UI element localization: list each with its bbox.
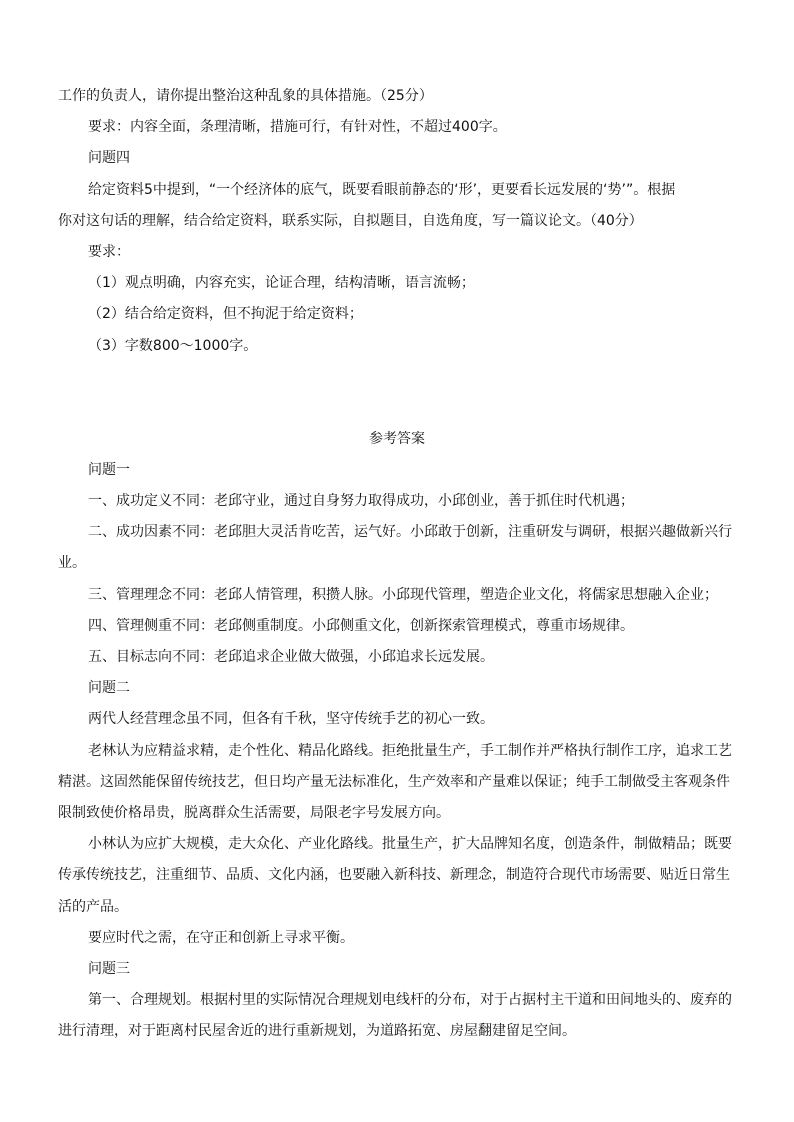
q3-heading: 问题三: [88, 961, 130, 977]
q1-point-4: 四、管理侧重不同：老邱侧重制度。小邱侧重文化，创新探索管理模式，尊重市场规律。: [88, 618, 634, 634]
q3-para-1-line-1: 第一、合理规划。根据村里的实际情况合理规划电线杆的分布，对于占据村主干道和田间地头的、废弃的: [88, 992, 732, 1008]
q1-point-2-line-1: 二、成功因素不同：老邱胆大灵活肯吃苦，运气好。小邱敢于创新，注重研发与调研，根据兴趣做新兴行: [88, 524, 732, 540]
q1-point-1: 一、成功定义不同：老邱守业，通过自身努力取得成功，小邱创业，善于抓住时代机遇；: [88, 493, 634, 509]
q2-para-2-line-1: 老林认为应精益求精，走个性化、精品化路线。拒绝批量生产，手工制作并严格执行制作工序，追求工艺: [88, 743, 732, 759]
q1-heading: 问题一: [88, 462, 130, 478]
q1-point-2-line-2: 业。: [58, 555, 86, 571]
q2-para-2-line-2: 精湛。这固然能保留传统技艺，但日均产量无法标准化，生产效率和产量难以保证；纯手工制做受主客观条件: [58, 774, 730, 790]
q2-para-2-line-3: 限制致使价格昂贵，脱离群众生活需要，局限老字号发展方向。: [58, 805, 450, 821]
q3-requirement: 要求：内容全面，条理清晰，措施可行，有针对性，不超过400字。: [88, 119, 507, 135]
q1-point-3: 三、管理理念不同：老邱人情管理，积攒人脉。小邱现代管理，塑造企业文化，将儒家思想融入企业；: [88, 587, 718, 603]
q4-requirement-2: （2）结合给定资料，但不拘泥于给定资料；: [88, 306, 363, 322]
q3-para-1-line-2: 进行清理，对于距离村民屋舍近的进行重新规划，为道路拓宽、房屋翻建留足空间。: [58, 1023, 576, 1039]
q4-prompt-line-1: 给定资料5中提到，“一个经济体的底气，既要看眼前静态的‘形’，更要看长远发展的‘势’”。根据: [88, 182, 676, 198]
q4-heading: 问题四: [88, 150, 130, 166]
q4-prompt-line-2: 你对这句话的理解，结合给定资料，联系实际，自拟题目，自选角度，写一篇议论文。（40分）: [58, 213, 643, 229]
q4-requirements-label: 要求：: [88, 244, 130, 260]
q2-para-3-line-1: 小林认为应扩大规模，走大众化、产业化路线。批量生产，扩大品牌知名度，创造条件，制做精品；既要: [88, 836, 732, 852]
q4-requirement-3: （3）字数800～1000字。: [88, 338, 258, 354]
q1-point-5: 五、目标志向不同：老邱追求企业做大做强，小邱追求长远发展。: [88, 649, 494, 665]
q2-heading: 问题二: [88, 680, 130, 696]
q2-para-4: 要应时代之需，在守正和创新上寻求平衡。: [88, 930, 354, 946]
q2-para-3-line-3: 活的产品。: [58, 899, 128, 915]
q3-prompt-line-end: 工作的负责人，请你提出整治这种乱象的具体措施。（25分）: [58, 88, 433, 104]
answers-title: 参考答案: [369, 431, 425, 447]
q2-para-3-line-2: 传承传统技艺，注重细节、品质、文化内涵，也要融入新科技、新理念，制造符合现代市场需要、贴近日常生: [58, 867, 730, 883]
q4-requirement-1: （1）观点明确，内容充实，论证合理，结构清晰，语言流畅；: [88, 275, 475, 291]
q2-para-1: 两代人经营理念虽不同，但各有千秋，坚守传统手艺的初心一致。: [88, 711, 494, 727]
